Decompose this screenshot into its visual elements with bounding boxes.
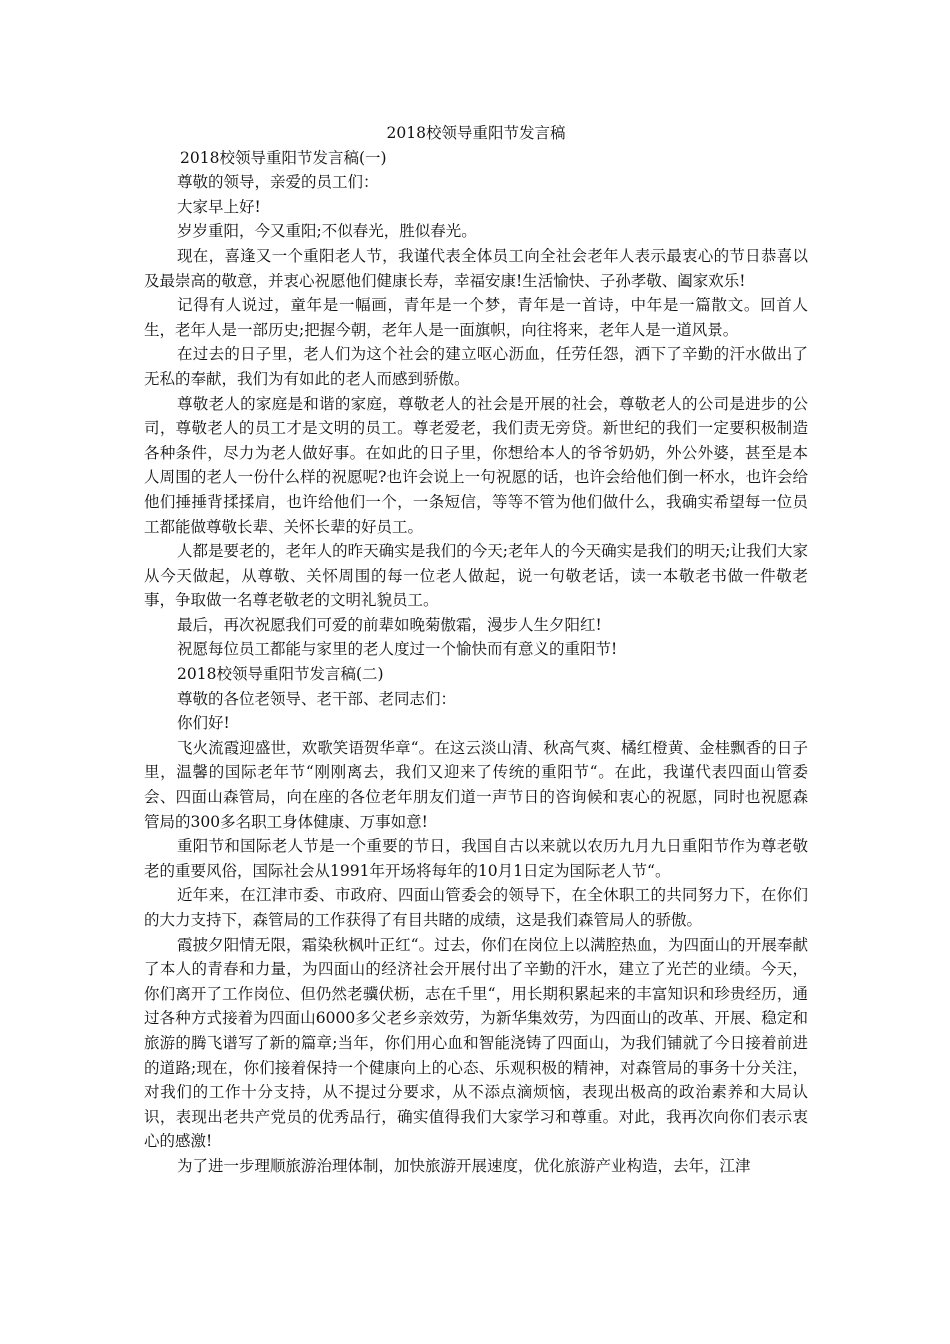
document-body: [144, 121, 808, 1179]
greeting: 大家早上好!: [177, 197, 261, 216]
greeting: 你们好!: [177, 714, 230, 733]
paragraph: 近年来，在江津市委、市政府、四面山管委会的领导下，在全休职工的共同努力下，在你们的大力支持下，森管局的工作获得了有目共睹的成绩，这是我们森管局人的骄傲。: [144, 886, 808, 929]
paragraph: 在过去的日子里，老人们为这个社会的建立呕心沥血，任劳任怨，洒下了辛勤的汗水做出了无私的奉献，我们为有如此的老人而感到骄傲。: [144, 345, 808, 388]
paragraph: 现在，喜逢又一个重阳老人节，我谨代表全体员工向全社会老年人表示最衷心的节日恭喜以及最崇高的敬意，并衷心祝愿他们健康长寿，幸福安康!生活愉快、子孙孝敬、阖家欢乐!: [144, 246, 808, 290]
section-heading-one: 2018校领导重阳节发言稿(一): [180, 148, 387, 167]
salutation: 尊敬的各位老领导、老干部、老同志们：: [177, 689, 457, 708]
paragraph: 岁岁重阳，今又重阳;不似春光，胜似春光。: [177, 222, 477, 241]
paragraph: 人都是要老的，老年人的昨天确实是我们的今天;老年人的今天确实是我们的明天;让我们大家从今天做起，从尊敬、关怀周围的每一位老人做起，说一句敬老话，读一本敬老书做一件敬老事，争取做一名尊老敬老的文明礼貌员工。: [144, 542, 808, 610]
paragraph: 飞火流霞迎盛世，欢歌笑语贺华章“。在这云淡山清、秋高气爽、橘红橙黄、金桂飘香的日子里，温馨的国际老年节“刚刚离去，我们又迎来了传统的重阳节“。在此，我谨代表四面山管委会、四面山森管局，向在座的各位老年朋友们道一声节日的咨询候和衷心的祝愿，同时也祝愿森管局的300多名职工身体健康、万事如意!: [144, 738, 808, 831]
paragraph: 为了进一步理顺旅游治理体制，加快旅游开展速度，优化旅游产业构造，去年，江津: [177, 1156, 751, 1175]
salutation: 尊敬的领导，亲爱的员工们：: [177, 173, 379, 192]
document-title: 2018校领导重阳节发言稿: [386, 124, 566, 142]
paragraph: 最后，再次祝愿我们可爱的前辈如晚菊傲霜，漫步人生夕阳红!: [177, 615, 602, 634]
paragraph: 祝愿每位员工都能与家里的老人度过一个愉快而有意义的重阳节!: [177, 640, 618, 659]
paragraph: 尊敬老人的家庭是和谐的家庭，尊敬老人的社会是开展的社会，尊敬老人的公司是进步的公司，尊敬老人的员工才是文明的员工。尊老爱老，我们责无旁贷。新世纪的我们一定要积极制造各种条件，尽力为老人做好事。在如此的日子里，你想给本人的爷爷奶奶，外公外婆，甚至是本人周围的老人一份什么样的祝愿呢?也许会说上一句祝愿的话，也许会给他们倒一杯水，也许会给他们捶捶背揉揉肩，也许给他们一个，一条短信，等等不管为他们做什么，我确实希望每一位员工都能做尊敬长辈、关怀长辈的好员工。: [144, 394, 808, 536]
paragraph: 霞披夕阳情无限，霜染秋枫叶正红“。过去，你们在岗位上以满腔热血，为四面山的开展奉献了本人的青春和力量，为四面山的经济社会开展付出了辛勤的汗水，建立了光芒的业绩。今天，你们离开了工作岗位、但仍然老骥伏枥，志在千里“，用长期积累起来的丰富知识和珍贵经历，通过各种方式接着为四面山6000多父老乡亲效劳，为新华集效劳，为四面山的改革、开展、稳定和旅游的腾飞谱写了新的篇章;当年，你们用心血和智能浇铸了四面山，为我们铺就了今日接着前进的道路;现在，你们接着保持一个健康向上的心态、乐观积极的精神，对森管局的事务十分关注，对我们的工作十分支持，从不提过分要求，从不添点滴烦恼，表现出极高的政治素养和大局认识，表现出老共产党员的优秀品行，确实值得我们大家学习和尊重。对此，我再次向你们表示衷心的感激!: [144, 935, 808, 1151]
paragraph: 记得有人说过，童年是一幅画，青年是一个梦，青年是一首诗，中年是一篇散文。回首人生，老年人是一部历史;把握今朝，老年人是一面旗帜，向往将来，老年人是一道风景。: [144, 296, 808, 339]
section-heading-two: 2018校领导重阳节发言稿(二): [177, 665, 384, 684]
paragraph: 重阳节和国际老人节是一个重要的节日，我国自古以来就以农历九月九日重阳节作为尊老敬老的重要风俗，国际社会从1991年开场将每年的10月1日定为国际老人节“。: [144, 837, 808, 880]
